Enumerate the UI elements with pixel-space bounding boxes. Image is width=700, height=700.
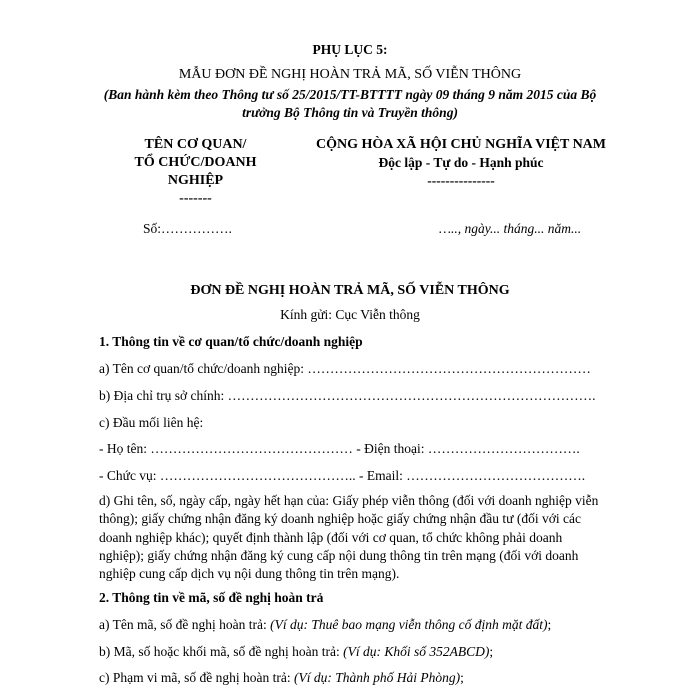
issued-by-line1: (Ban hành kèm theo Thông tư số 25/2015/TT-BTTTT ngày 09 tháng 9 năm 2015 của Bộ — [103, 87, 597, 102]
number-scope-label: c) Phạm vi mã, số đề nghị hoàn trả: — [99, 670, 294, 685]
contact-label: c) Đầu mối liên hệ: — [99, 415, 204, 430]
license-info-line: nghiệp); giấy chứng nhận đăng ký cung cấp nội dung thông tin trên mạng (đối với doanh — [99, 547, 579, 563]
org-name-field: a) Tên cơ quan/tổ chức/doanh nghiệp: ……………………………………………………… — [99, 361, 591, 376]
national-title: CỘNG HÒA XÃ HỘI CHỦ NGHĨA VIỆT NAM — [315, 137, 606, 152]
org-line1: TÊN CƠ QUAN/ — [144, 137, 247, 152]
organization-header — [118, 136, 273, 208]
form-name: MẪU ĐƠN ĐỀ NGHỊ HOÀN TRẢ MÃ, SỐ VIỄN THÔNG — [178, 67, 522, 82]
punctuation: ; — [489, 644, 494, 659]
contact-position-email-field: - Chức vụ: …………………………………….. - Email: …………………………………. — [99, 468, 586, 483]
section1-heading: 1. Thông tin về cơ quan/tổ chức/doanh nghiệp — [99, 334, 363, 349]
license-info-line: doanh nghiệp khác); quyết định thành lập (đối với cơ quan, tổ chức không phải doanh — [99, 529, 563, 545]
number-name-example: (Ví dụ: Thuê bao mạng viễn thông cố định mặt đất) — [270, 617, 548, 632]
number-block-label: b) Mã, số hoặc khối mã, số đề nghị hoàn trả: — [99, 644, 344, 659]
org-divider: ------- — [179, 191, 212, 206]
document-date: ….., ngày... tháng... năm... — [439, 221, 582, 236]
number-block-example: (Ví dụ: Khối số 352ABCD) — [343, 644, 490, 659]
number-name-field — [99, 617, 551, 633]
license-info-paragraph — [99, 492, 639, 583]
number-scope-example: (Ví dụ: Thành phố Hải Phòng) — [293, 670, 461, 685]
punctuation: ; — [547, 617, 552, 632]
appendix-title: PHỤ LỤC 5: — [312, 42, 388, 57]
org-line2: TỔ CHỨC/DOANH — [134, 155, 257, 170]
national-divider: --------------- — [427, 173, 495, 188]
issued-by-line2: trưởng Bộ Thông tin và Truyền thông) — [242, 105, 458, 120]
number-scope-field — [99, 670, 464, 686]
number-block-field — [99, 644, 493, 660]
national-motto: Độc lập - Tự do - Hạnh phúc — [378, 155, 544, 170]
addressee: Kính gửi: Cục Viễn thông — [280, 307, 420, 322]
document-number: Số:……………. — [143, 221, 232, 236]
license-info-line: nghiệp cung cấp dịch vụ nội dung thông tin trên mạng). — [99, 566, 400, 582]
head-office-field: b) Địa chỉ trụ sở chính: ………………………………………………………………………. — [99, 388, 596, 403]
national-header — [283, 136, 639, 190]
number-name-label: a) Tên mã, số đề nghị hoàn trả: — [99, 617, 271, 632]
license-info-line: d) Ghi tên, số, ngày cấp, ngày hết hạn của: Giấy phép viễn thông (đối với doanh nghiệp viễn — [99, 493, 599, 508]
contact-name-phone-field: - Họ tên: ……………………………………… - Điện thoại: ……………………………. — [99, 441, 580, 456]
document-title: ĐƠN ĐỀ NGHỊ HOÀN TRẢ MÃ, SỐ VIỄN THÔNG — [190, 283, 510, 298]
org-line3: NGHIỆP — [167, 173, 224, 188]
punctuation: ; — [460, 670, 464, 685]
license-info-line: thông); giấy chứng nhận đăng ký doanh nghiệp hoặc giấy chứng nhận đầu tư (đối với các — [99, 511, 581, 527]
section2-heading: 2. Thông tin về mã, số đề nghị hoàn trả — [99, 590, 324, 605]
